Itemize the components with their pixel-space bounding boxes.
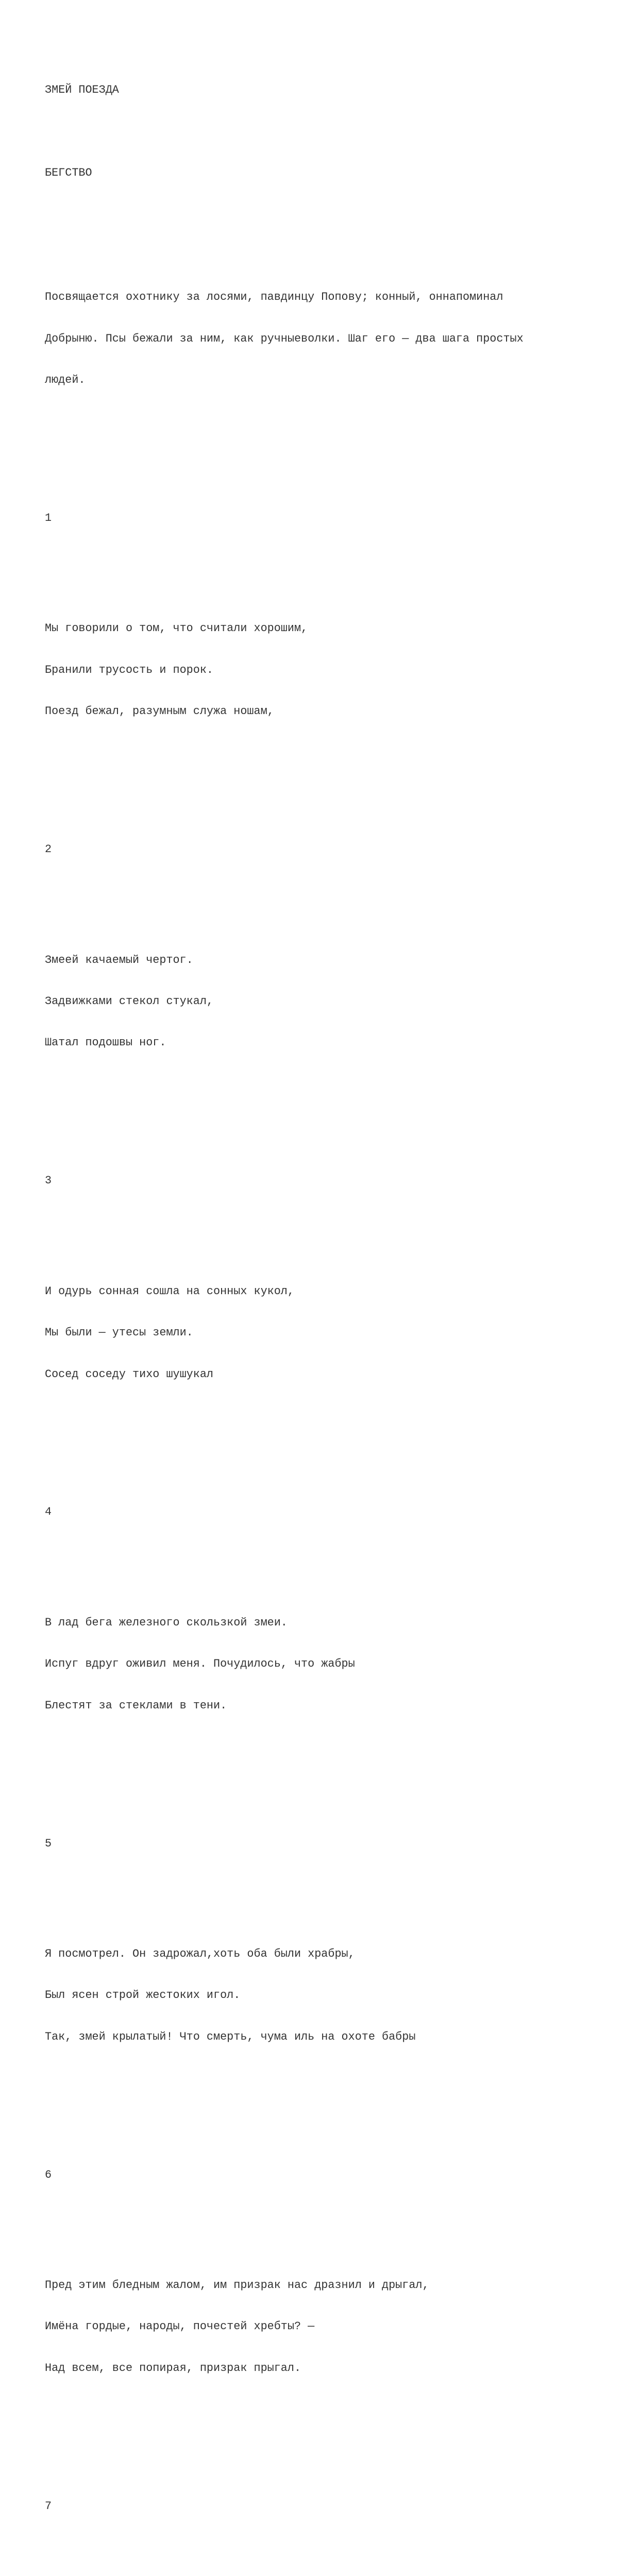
verse-line: Бранили трусость и порок. (45, 663, 214, 676)
spacer (45, 1436, 622, 1450)
spacer (45, 2210, 622, 2224)
section-number: 2 (45, 843, 52, 856)
spacer (45, 885, 622, 899)
verse-line: Змеей качаемый чертог. (45, 953, 193, 967)
verse-line: Я посмотрел. Он задрожал,хоть оба были храбры, (45, 1947, 355, 1960)
document-subtitle: БЕГСТВО (45, 166, 92, 180)
stanza (45, 1588, 622, 1740)
section-number: 3 (45, 1174, 52, 1188)
dedication-block (45, 263, 622, 415)
spacer (45, 2431, 622, 2445)
stanza (45, 1920, 622, 2072)
verse-line: Пред этим бледным жалом, им призрак нас дразнил и дрыгал, (45, 2279, 429, 2292)
verse-line: И одурь сонная сошла на сонных кукол, (45, 1284, 294, 1298)
section-number: 5 (45, 1837, 52, 1850)
section-number: 7 (45, 2499, 52, 2513)
section-number: 4 (45, 1505, 52, 1519)
dedication-line: Посвящается охотнику за лосями, павдинцу Попову; конный, оннапоминал (45, 291, 503, 304)
verse-line: Сосед соседу тихо шушукал (45, 1367, 214, 1381)
verse-line: Задвижками стекол стукал, (45, 994, 214, 1008)
verse-line: Был ясен строй жестоких игол. (45, 1989, 241, 2002)
spacer (45, 774, 622, 788)
spacer (45, 1878, 622, 1892)
verse-line: Шатал подошвы ног. (45, 1036, 166, 1049)
dedication-line: Добрыню. Псы бежали за ним, как ручныеволки. Шаг его — два шага простых (45, 332, 524, 345)
document-body (45, 42, 622, 2576)
spacer (45, 1105, 622, 1119)
spacer (45, 443, 622, 456)
stanza (45, 926, 622, 1078)
spacer (45, 2541, 622, 2555)
verse-line: Испуг вдруг оживил меня. Почудилось, что жабры (45, 1657, 355, 1671)
spacer (45, 1547, 622, 1561)
verse-line: Имёна гордые, народы, почестей хребты? — (45, 2320, 315, 2333)
stanza (45, 1257, 622, 1409)
verse-line: Так, змей крылатый! Что смерть, чума иль на охоте бабры (45, 2030, 416, 2043)
verse-line: Над всем, все попирая, призрак прыгал. (45, 2361, 301, 2375)
stanza (45, 595, 622, 747)
spacer (45, 553, 622, 567)
spacer (45, 125, 622, 139)
verse-line: Блестят за стеклами в тени. (45, 1699, 227, 1712)
spacer (45, 1216, 622, 1230)
stanza (45, 2251, 622, 2403)
verse-line: Поезд бежал, разумным служа ношам, (45, 705, 274, 718)
document-title: ЗМЕЙ ПОЕЗДА (45, 83, 119, 97)
section-number: 6 (45, 2168, 52, 2181)
verse-line: Мы говорили о том, что считали хорошим, (45, 622, 308, 635)
verse-line: Мы были — утесы земли. (45, 1326, 193, 1340)
section-number: 1 (45, 512, 52, 525)
spacer (45, 2099, 622, 2113)
dedication-line: людей. (45, 374, 86, 387)
spacer (45, 208, 622, 222)
spacer (45, 1768, 622, 1782)
verse-line: В лад бега железного скользкой змеи. (45, 1616, 288, 1629)
